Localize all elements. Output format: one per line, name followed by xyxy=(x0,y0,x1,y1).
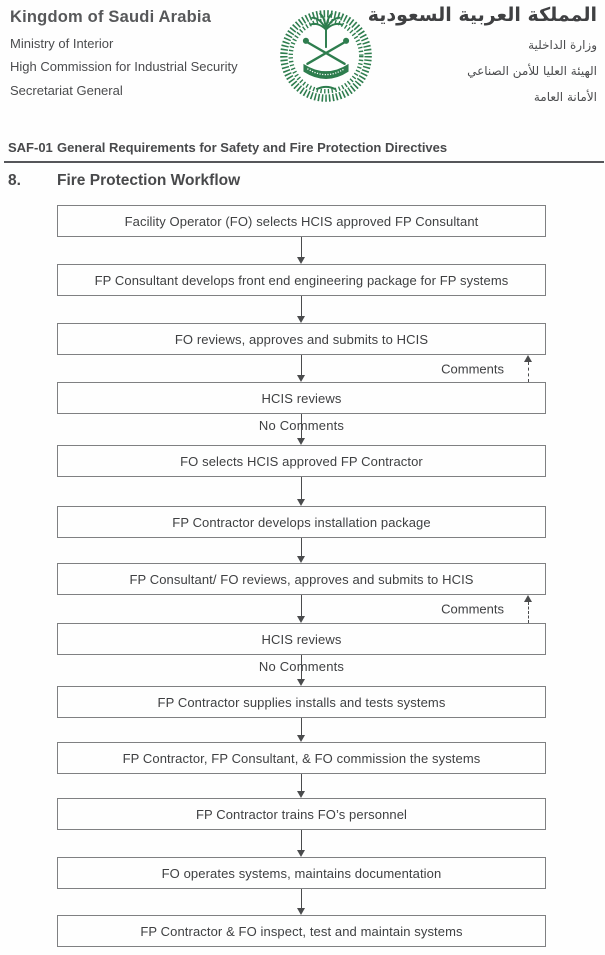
flow-step-label: FO selects HCIS approved FP Contractor xyxy=(180,453,423,469)
flow-step-box xyxy=(57,623,546,655)
flow-connector xyxy=(57,237,546,264)
flow-connector xyxy=(57,774,546,798)
flow-step-box xyxy=(57,915,546,947)
flow-step-label: FP Contractor supplies installs and tests systems xyxy=(157,694,446,710)
flow-step-label: FP Contractor, FP Consultant, & FO commission the systems xyxy=(122,750,481,766)
up-arrowhead-icon xyxy=(524,355,532,362)
flow-step-label: FO operates systems, maintains documentation xyxy=(161,865,442,881)
flow-step-label: FP Consultant/ FO reviews, approves and submits to HCIS xyxy=(129,571,474,587)
letterhead-arabic xyxy=(368,4,597,104)
flow-connector xyxy=(57,889,546,915)
flow-connector xyxy=(57,414,546,445)
flow-connector xyxy=(57,718,546,742)
flow-step-box xyxy=(57,798,546,830)
letterhead-english xyxy=(10,8,238,98)
down-arrow-line xyxy=(301,718,303,736)
down-arrowhead-icon xyxy=(297,556,305,563)
flowchart xyxy=(57,205,546,947)
flow-connector xyxy=(57,355,546,382)
flow-step-box xyxy=(57,323,546,355)
down-arrowhead-icon xyxy=(297,438,305,445)
flow-connector xyxy=(57,830,546,857)
down-arrowhead-icon xyxy=(297,791,305,798)
flow-step-box xyxy=(57,445,546,477)
down-arrow-line xyxy=(301,296,303,317)
flow-connector xyxy=(57,296,546,323)
down-arrowhead-icon xyxy=(297,908,305,915)
letterhead-line-ar: وزارة الداخلية xyxy=(528,38,597,52)
dashed-arrow-line xyxy=(528,362,529,382)
down-arrowhead-icon xyxy=(297,257,305,264)
dashed-arrow-line xyxy=(528,602,529,623)
flow-step-label: HCIS reviews xyxy=(261,390,342,406)
letterhead-line-en: Secretariat General xyxy=(10,82,123,98)
section-heading xyxy=(8,172,240,190)
document-title: General Requirements for Safety and Fire Protection Directives xyxy=(57,140,448,155)
section-number: 8. xyxy=(8,172,21,189)
flow-step-box xyxy=(57,382,546,414)
comments-label: Comments xyxy=(441,361,504,376)
document-title-bar xyxy=(4,140,604,163)
up-arrowhead-icon xyxy=(524,595,532,602)
flow-step-label: FP Contractor develops installation package xyxy=(172,514,431,530)
flow-step-box xyxy=(57,506,546,538)
comments-feedback-arrow xyxy=(524,595,533,623)
down-arrowhead-icon xyxy=(297,375,305,382)
document-code: SAF-01 xyxy=(8,140,53,155)
down-arrowhead-icon xyxy=(297,735,305,742)
flow-step-label: FP Contractor & FO inspect, test and maintain systems xyxy=(140,923,463,939)
down-arrow-line xyxy=(301,237,303,258)
flow-step-label: Facility Operator (FO) selects HCIS approved FP Consultant xyxy=(124,213,479,229)
flow-step-box xyxy=(57,686,546,718)
down-arrow-line xyxy=(301,889,303,909)
letterhead-line-ar: الأمانة العامة xyxy=(533,90,597,104)
down-arrowhead-icon xyxy=(297,316,305,323)
flow-connector xyxy=(57,655,546,686)
down-arrow-line xyxy=(301,538,303,557)
letterhead-line-ar: الهيئة العليا للأمن الصناعي xyxy=(467,64,597,78)
down-arrow-line xyxy=(301,477,303,500)
flow-step-label: FP Consultant develops front end engineering package for FP systems xyxy=(94,272,509,288)
comments-feedback-arrow xyxy=(524,355,533,382)
down-arrowhead-icon xyxy=(297,679,305,686)
flow-step-label: FP Contractor trains FO’s personnel xyxy=(195,806,408,822)
flow-connector xyxy=(57,477,546,506)
comments-label: Comments xyxy=(441,601,504,617)
letterhead-title-en: Kingdom of Saudi Arabia xyxy=(10,8,212,26)
section-title: Fire Protection Workflow xyxy=(57,172,241,189)
flow-step-box xyxy=(57,857,546,889)
down-arrow-line xyxy=(301,830,303,851)
flow-step-box xyxy=(57,742,546,774)
flow-step-label: HCIS reviews xyxy=(261,631,342,647)
down-arrowhead-icon xyxy=(297,850,305,857)
flow-step-box xyxy=(57,563,546,595)
down-arrow-line xyxy=(301,595,303,617)
letterhead-line-en: High Commission for Industrial Security xyxy=(10,59,238,74)
letterhead-line-en: Ministry of Interior xyxy=(10,35,114,51)
down-arrowhead-icon xyxy=(297,616,305,623)
no-comments-label: No Comments xyxy=(258,659,345,674)
down-arrowhead-icon xyxy=(297,499,305,506)
flow-step-box xyxy=(57,205,546,237)
down-arrow-line xyxy=(301,774,303,792)
flow-connector xyxy=(57,538,546,563)
flow-step-box xyxy=(57,264,546,296)
ministry-of-interior-emblem-icon xyxy=(277,6,375,104)
no-comments-label: No Comments xyxy=(258,418,345,433)
flow-connector xyxy=(57,595,546,623)
flow-step-label: FO reviews, approves and submits to HCIS xyxy=(174,331,429,347)
letterhead-title-ar: المملكة العربية السعودية xyxy=(367,4,597,26)
down-arrow-line xyxy=(301,355,303,376)
